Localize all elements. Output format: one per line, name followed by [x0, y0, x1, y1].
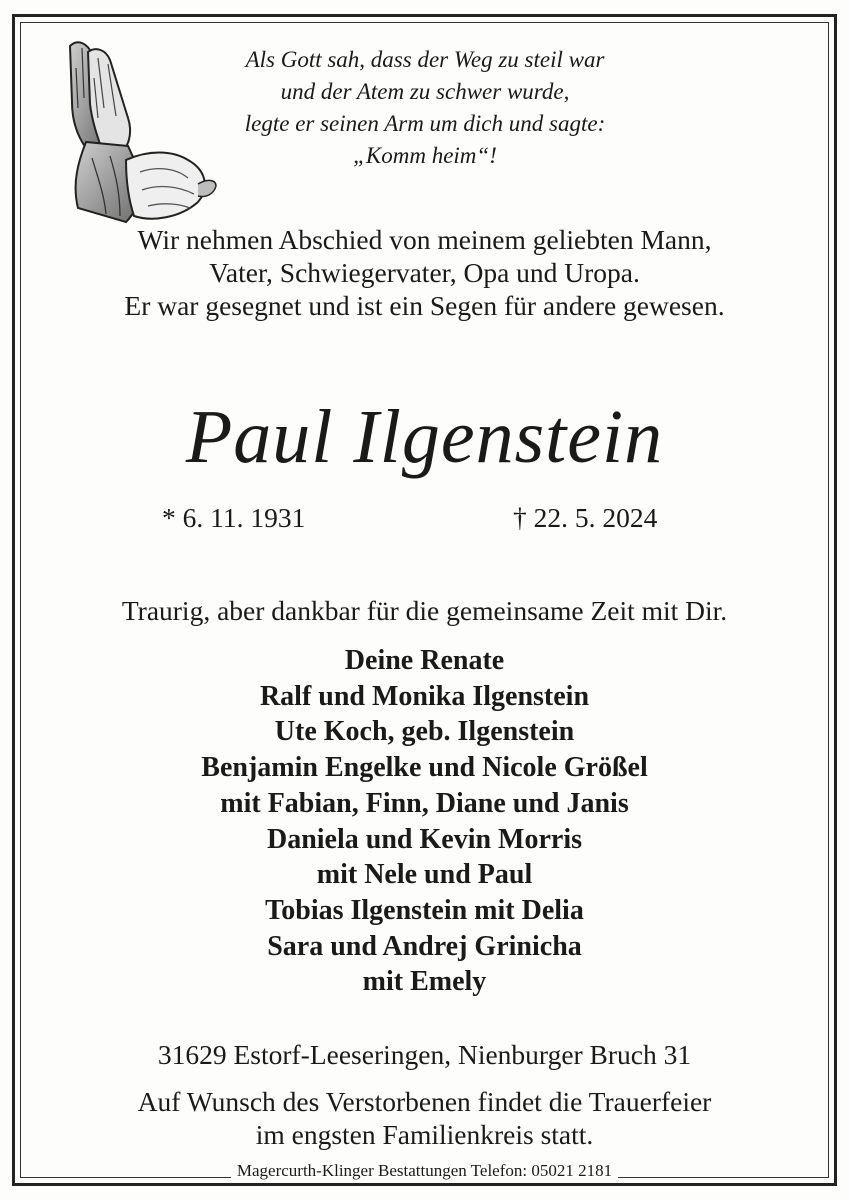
- death-date: † 22. 5. 2024: [513, 502, 658, 533]
- intro-line: Vater, Schwiegervater, Opa und Uropa.: [209, 257, 640, 288]
- intro-line: Er war gesegnet und ist ein Segen für andere gewesen.: [124, 290, 725, 321]
- mourner-line: Ute Koch, geb. Ilgenstein: [274, 716, 575, 748]
- mourner-line: Tobias Ilgenstein mit Delia: [265, 894, 584, 926]
- farewell-intro: [20, 223, 829, 322]
- deceased-name: Paul Ilgenstein: [185, 395, 664, 479]
- mourner-line: Benjamin Engelke und Nicole Größel: [201, 752, 648, 784]
- poem: [175, 44, 675, 172]
- poem-line: legte er seinen Arm um dich und sagte:: [244, 111, 606, 136]
- birth-date: * 6. 11. 1931: [162, 502, 306, 533]
- notice-line: Auf Wunsch des Verstorbenen findet die Trauerfeier: [137, 1086, 712, 1117]
- funeral-home-footer: [20, 1161, 829, 1181]
- mourner-line: Deine Renate: [344, 645, 505, 676]
- funeral-notice: [20, 1085, 829, 1151]
- mourner-line: Sara und Andrej Grinicha: [267, 930, 582, 962]
- intro-line: Wir nehmen Abschied von meinem geliebten Mann,: [137, 224, 712, 255]
- mourner-line: mit Emely: [362, 966, 487, 998]
- family-address: 31629 Estorf-Leeseringen, Nienburger Bruch 31: [157, 1039, 692, 1070]
- notice-line: im engsten Familienkreis statt.: [255, 1119, 594, 1150]
- funeral-home-contact: Magercurth-Klinger Bestattungen Telefon: 05021 2181: [231, 1161, 618, 1180]
- poem-line: und der Atem zu schwer wurde,: [280, 79, 570, 104]
- mourner-line: Daniela und Kevin Morris: [266, 823, 582, 855]
- mourner-line: mit Nele und Paul: [316, 859, 533, 891]
- mourner-line: Ralf und Monika Ilgenstein: [259, 680, 590, 712]
- mourners-list: [20, 643, 829, 1000]
- mourner-line: mit Fabian, Finn, Diane und Janis: [220, 787, 629, 819]
- poem-line: Als Gott sah, dass der Weg zu steil war: [245, 47, 605, 72]
- poem-line: „Komm heim“!: [353, 143, 497, 168]
- closing-line: Traurig, aber dankbar für die gemeinsame Zeit mit Dir.: [121, 595, 728, 626]
